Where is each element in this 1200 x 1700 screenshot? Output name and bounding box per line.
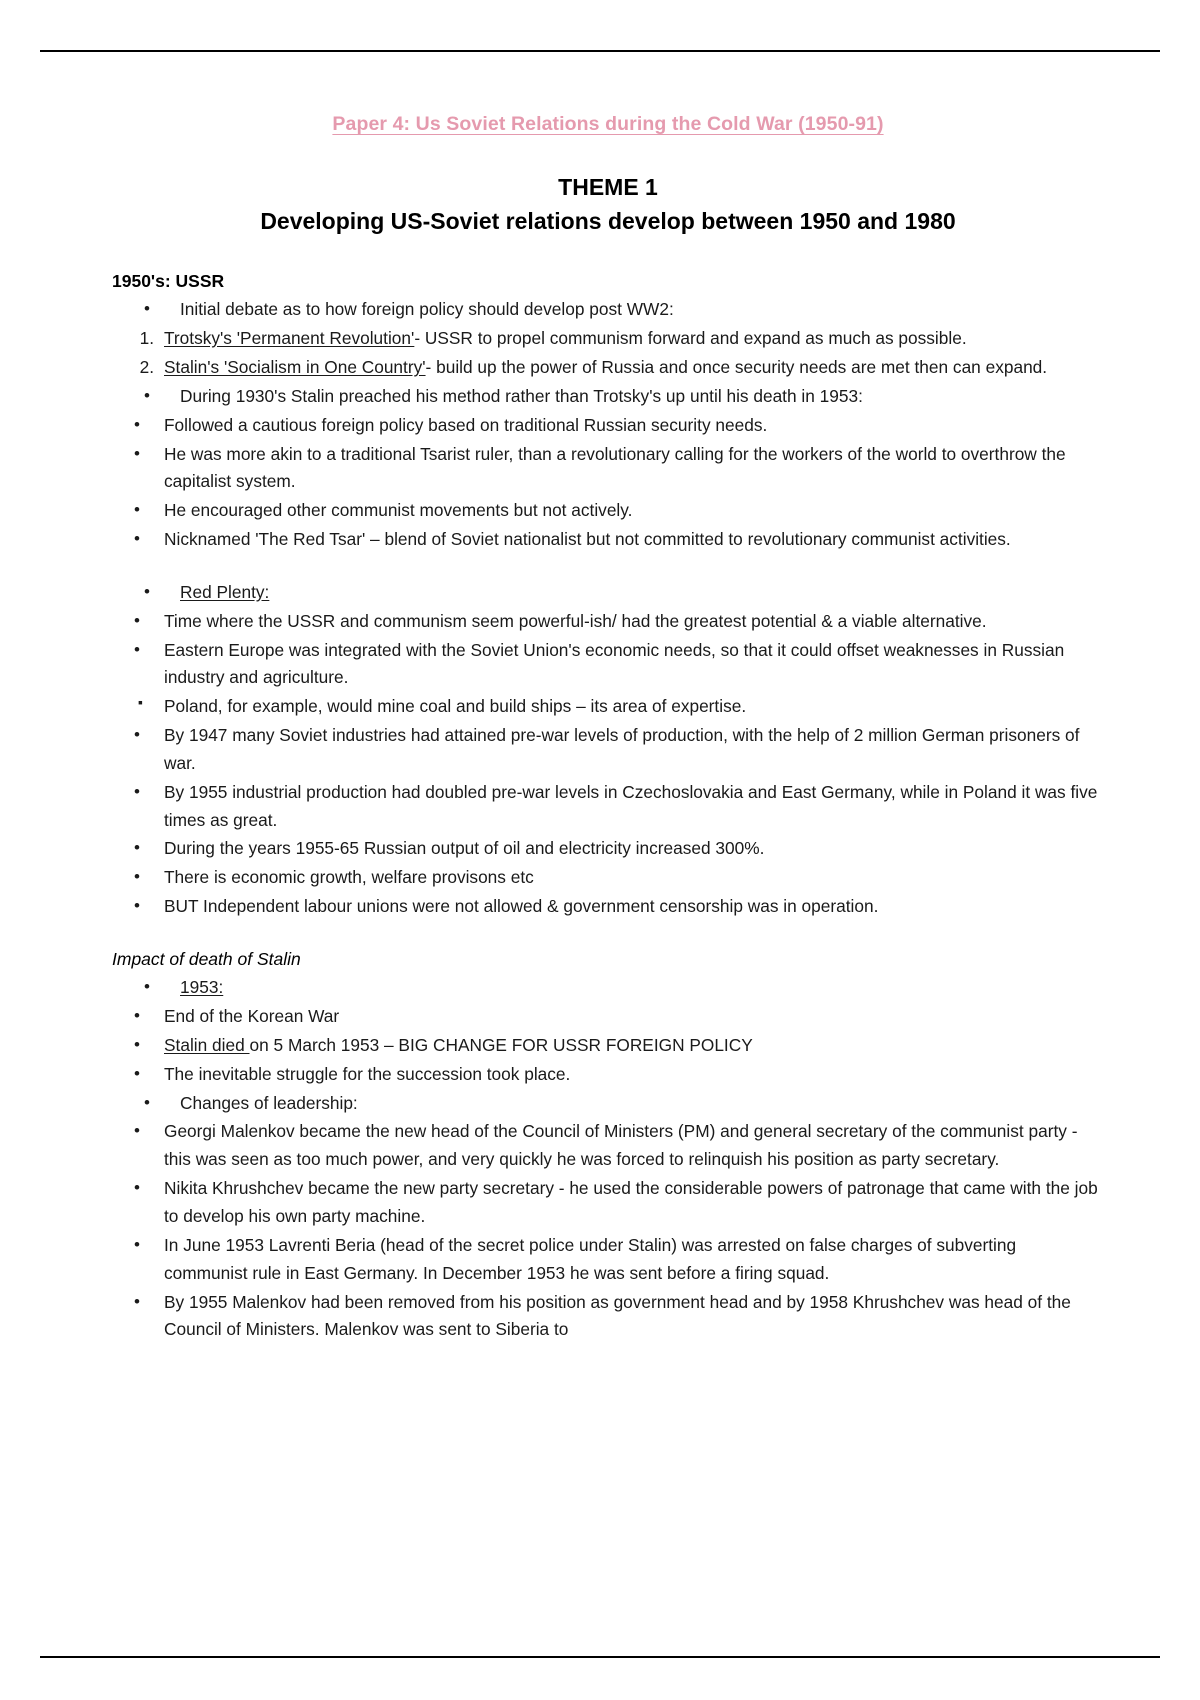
page-content: [112, 112, 1104, 1630]
list-item-text: The inevitable struggle for the succession took place.: [164, 1063, 571, 1084]
header-rule: [40, 50, 1160, 52]
list-item: [112, 864, 1104, 892]
list-number: 1.: [139, 328, 154, 349]
section-heading-1950s-ussr: 1950's: USSR: [112, 271, 225, 292]
list-item: [112, 1090, 1104, 1118]
list-item-text: - USSR to propel communism forward and expand as much as possible.: [414, 328, 967, 349]
list-item: [112, 383, 1104, 411]
list-item: [112, 296, 1104, 324]
list-item: [112, 637, 1104, 693]
list-item-term: Trotsky's 'Permanent Revolution': [164, 328, 415, 349]
list-item-text: - build up the power of Russia and once security needs are met then can expand.: [425, 356, 1048, 377]
list-1953-heading: [112, 974, 1104, 1002]
list-number: 2.: [139, 356, 154, 377]
list-item-text: In June 1953 Lavrenti Beria (head of the secret police under Stalin) was arrested on false charges of subverting communist rule in East Germany. In December 1953 he was sent before a firing squad.: [164, 1234, 1017, 1283]
list-item: [112, 1175, 1104, 1231]
list-red-plenty-heading: [112, 579, 1104, 607]
theme-title: Developing US-Soviet relations develop between 1950 and 1980: [260, 207, 956, 234]
theme-label: THEME 1: [558, 174, 658, 201]
list-item: [112, 497, 1104, 525]
list-stalin-method-details: [112, 412, 1104, 554]
list-item: [112, 354, 1104, 382]
list-item-text: Nikita Khrushchev became the new party secretary - he used the considerable powers of patronage that came with the job to develop his own party machine.: [164, 1178, 1098, 1226]
list-item-text: on 5 March 1953 – BIG CHANGE FOR USSR FOREIGN POLICY: [249, 1034, 753, 1055]
list-red-plenty-a: [112, 608, 1104, 693]
section-heading-impact-death-stalin: Impact of death of Stalin: [112, 949, 301, 969]
list-item: [112, 1118, 1104, 1174]
list-item: [112, 526, 1104, 554]
list-item-term: Stalin died: [164, 1034, 250, 1055]
list-item-text: By 1947 many Soviet industries had attained pre-war levels of production, with the help of 2 million German prisoners of war.: [164, 725, 1080, 773]
list-item: [112, 693, 1104, 721]
list-changes-of-leadership-heading: [112, 1090, 1104, 1118]
list-item-text: BUT Independent labour unions were not allowed & government censorship was in operation.: [164, 896, 879, 917]
section-heading-red-plenty: Red Plenty:: [180, 581, 270, 602]
document-subject-heading: Paper 4: Us Soviet Relations during the Cold War (1950-91): [332, 113, 884, 135]
footer-rule: [40, 1656, 1160, 1658]
list-item: [112, 722, 1104, 778]
list-item-text: There is economic growth, welfare provisons etc: [164, 867, 534, 888]
list-item: [112, 412, 1104, 440]
list-item: [112, 608, 1104, 636]
subsection-heading-changes-of-leadership: Changes of leadership:: [180, 1092, 358, 1113]
list-item-text: Followed a cautious foreign policy based on traditional Russian security needs.: [164, 414, 768, 435]
list-item: [112, 974, 1104, 1002]
list-item: [112, 325, 1104, 353]
list-item-text: Eastern Europe was integrated with the Soviet Union's economic needs, so that it could offset weaknesses in Russian industry and agriculture.: [164, 639, 1065, 688]
list-item: [112, 1003, 1104, 1031]
list-item-text: Initial debate as to how foreign policy should develop post WW2:: [180, 299, 674, 320]
list-red-plenty-b: [112, 722, 1104, 921]
list-item-text: During 1930's Stalin preached his method rather than Trotsky's up until his death in 1953:: [180, 385, 863, 406]
list-item: [112, 1289, 1104, 1345]
section-spacer: [112, 922, 1104, 946]
year-label-1953: 1953:: [180, 977, 224, 998]
list-foreign-policy-options: [112, 325, 1104, 382]
list-stalin-method: [112, 383, 1104, 411]
list-1950s-ussr-level1: [112, 296, 1104, 324]
list-red-plenty-poland: [112, 693, 1104, 721]
list-item: [112, 1061, 1104, 1089]
list-item-text: End of the Korean War: [164, 1006, 340, 1027]
list-item-text: During the years 1955-65 Russian output of oil and electricity increased 300%.: [164, 838, 765, 859]
list-item-text: By 1955 Malenkov had been removed from his position as government head and by 1958 Khrushchev was head of the Council of Ministers. Malenkov was sent to Siberia to: [164, 1291, 1071, 1340]
list-item-text: Time where the USSR and communism seem powerful-ish/ had the greatest potential & a viable alternative.: [164, 610, 987, 631]
list-item: [112, 1032, 1104, 1060]
list-item-term: Stalin's 'Socialism in One Country': [164, 356, 426, 377]
section-spacer: [112, 555, 1104, 579]
list-item-text: He was more akin to a traditional Tsarist ruler, than a revolutionary calling for the workers of the world to overthrow the capitalist system.: [164, 443, 1066, 492]
list-item: [112, 893, 1104, 921]
list-item: [112, 579, 1104, 607]
list-item-text: Poland, for example, would mine coal and build ships – its area of expertise.: [164, 696, 747, 717]
list-item: [112, 1232, 1104, 1288]
list-item: [112, 835, 1104, 863]
list-item: [112, 441, 1104, 497]
list-item-text: Nicknamed 'The Red Tsar' – blend of Soviet nationalist but not committed to revolutionary communist activities.: [164, 529, 1011, 550]
list-item: [112, 779, 1104, 835]
list-item-text: Georgi Malenkov became the new head of the Council of Ministers (PM) and general secretary of the communist party - this was seen as too much power, and very quickly he was forced to relinquish his position as party secretary.: [164, 1121, 1078, 1170]
list-item-text: He encouraged other communist movements but not actively.: [164, 500, 633, 521]
list-leadership-changes: [112, 1118, 1104, 1344]
list-1953-events: [112, 1003, 1104, 1089]
list-item-text: By 1955 industrial production had doubled pre-war levels in Czechoslovakia and East Germany, while in Poland it was five times as great.: [164, 781, 1098, 830]
